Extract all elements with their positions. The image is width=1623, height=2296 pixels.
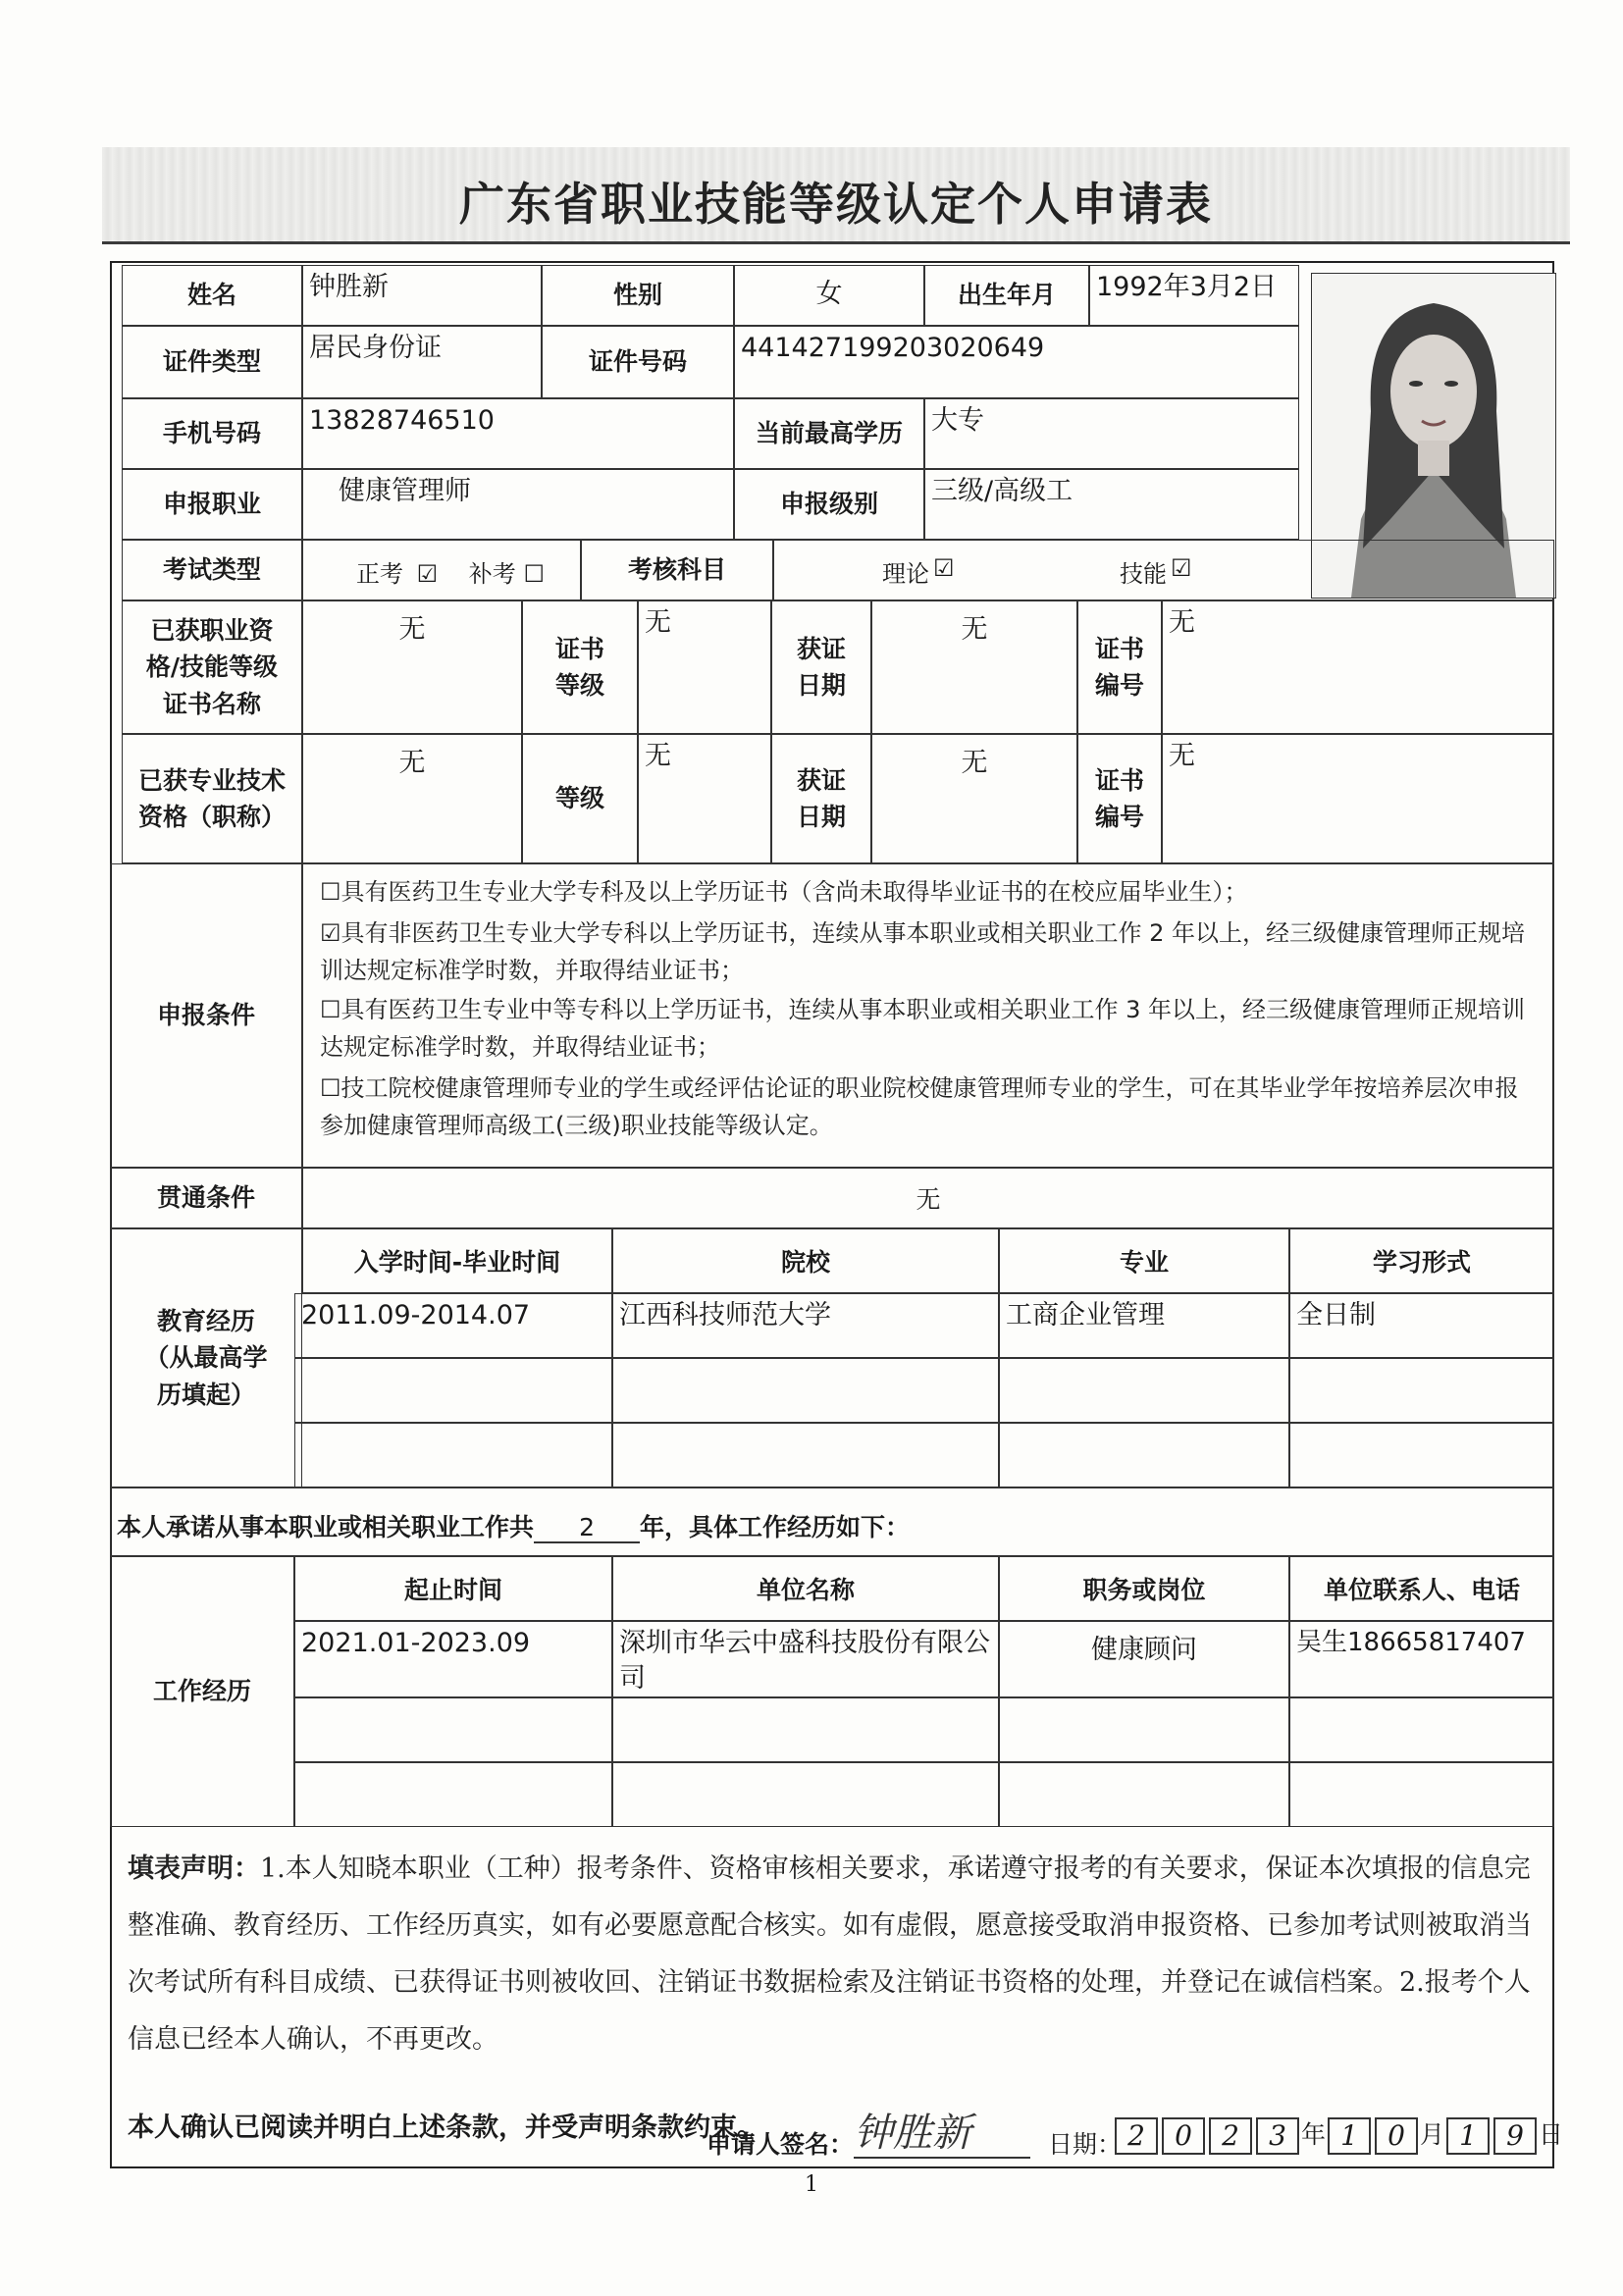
condition-item-4: ☐技工院校健康管理师专业的学生或经评估论证的职业院校健康管理师专业的学生，可在其毕业学年按培养层次申报参加健康管理师高级工(三级)职业技能等级认定。 [320, 1074, 1519, 1139]
declaration-heading: 填表声明： [128, 1853, 260, 1884]
table-cell [999, 1423, 1289, 1487]
form-title: 广东省职业技能等级认定个人申请表 [459, 178, 1213, 231]
title-number-label: 证书编号 [1077, 734, 1162, 863]
name-label: 姓名 [122, 265, 302, 326]
declaration-body: 1.本人知晓本职业（工种）报考条件、资格审核相关要求，承诺遵守报考的有关要求，保证本次填报的信息完整准确、教育经历、工作经历真实，如有必要愿意配合核实。如有虚假，愿意接受取消申报资格、已参加考试则被取消当次考试所有科目成绩、已获得证书则被收回、注销证书数据检索及注销证书资格的处理，并登记在诚信档案。2.报考个人信息已经本人确认，不再更改。 [128, 1853, 1532, 2055]
signature-line [707, 2098, 1564, 2166]
condition-checkbox-1[interactable]: ☐ [320, 878, 341, 906]
title-level-value: 无 [638, 734, 771, 863]
title-date-label: 获证日期 [771, 734, 871, 863]
table-cell [999, 1762, 1289, 1827]
table-cell [612, 1697, 999, 1762]
condition-item-1: ☐具有医药卫生专业大学专科及以上学历证书（含尚未取得毕业证书的在校应届毕业生）； [320, 878, 1248, 906]
table-cell [1289, 1358, 1554, 1423]
edu-header-period: 入学时间-毕业时间 [302, 1228, 612, 1293]
table-cell: 吴生18665817407 [1289, 1621, 1554, 1697]
page-number: 1 [805, 2172, 818, 2197]
cert-level-value: 无 [638, 600, 771, 734]
table-cell [1289, 1762, 1554, 1827]
sign-label: 申请人签名： [707, 2130, 855, 2159]
work-header-company: 单位名称 [612, 1556, 999, 1621]
exam-regular-text: 正考 [356, 560, 403, 588]
cert-date-label: 获证日期 [771, 600, 871, 734]
exam-type-label: 考试类型 [122, 540, 302, 600]
title-level-label: 等级 [522, 734, 638, 863]
applicant-signature: 钟胜新 [854, 2102, 1030, 2159]
id-no-value: 441427199203020649 [734, 326, 1299, 398]
work-label: 工作经历 [110, 1556, 294, 1827]
declaration-confirm: 本人确认已阅读并明白上述条款，并受声明条款约束。 [128, 2113, 763, 2143]
table-cell [612, 1762, 999, 1827]
id-type-value: 居民身份证 [302, 326, 542, 398]
birth-label: 出生年月 [924, 265, 1089, 326]
condition-checkbox-2[interactable]: ☑ [320, 919, 341, 947]
table-cell: 工商企业管理 [999, 1293, 1289, 1358]
skill-text: 技能 [1120, 560, 1167, 588]
subject-label: 考核科目 [581, 540, 773, 600]
birth-value: 1992年3月2日 [1089, 265, 1299, 326]
occupation-value: 健康管理师 [302, 469, 734, 540]
skill-checkbox[interactable]: ☑ [1171, 554, 1192, 582]
apply-level-label: 申报级别 [734, 469, 924, 540]
table-cell [999, 1697, 1289, 1762]
title-band [102, 147, 1570, 244]
edu-header-school: 院校 [612, 1228, 999, 1293]
work-commitment: 本人承诺从事本职业或相关职业工作共 2 年，具体工作经历如下： [110, 1487, 1554, 1556]
signature-date: 2 0 2 3 年 1 0 月 1 9 日 [1113, 2115, 1563, 2155]
phone-label: 手机号码 [122, 398, 302, 469]
education-label: 教育经历（从最高学历填起） [110, 1228, 302, 1487]
gender-label: 性别 [542, 265, 734, 326]
table-cell: 全日制 [1289, 1293, 1554, 1358]
phone-value: 13828746510 [302, 398, 734, 469]
cert-number-label: 证书编号 [1077, 600, 1162, 734]
cert-level-label: 证书等级 [522, 600, 638, 734]
table-cell [1289, 1697, 1554, 1762]
exam-regular-checkbox[interactable]: ☑ [416, 560, 439, 588]
condition-item-2: ☑具有非医药卫生专业大学专科以上学历证书，连续从事本职业或相关职业工作 2 年以上，经三级健康管理师正规培训达规定标准学时数，并取得结业证书； [320, 919, 1526, 984]
table-cell: 健康顾问 [999, 1621, 1289, 1697]
title-date-value: 无 [871, 734, 1077, 863]
table-cell [999, 1358, 1289, 1423]
exam-makeup-text: 补考 [468, 560, 516, 588]
professional-title-label: 已获专业技术资格（职称） [122, 734, 302, 863]
table-row [294, 1697, 612, 1762]
apply-level-value: 三级/高级工 [924, 469, 1299, 540]
cert-number-value: 无 [1162, 600, 1554, 734]
theory-checkbox[interactable]: ☑ [933, 554, 955, 582]
table-cell: 深圳市华云中盛科技股份有限公司 [612, 1621, 999, 1697]
occupation-label: 申报职业 [122, 469, 302, 540]
gender-value: 女 [734, 265, 924, 326]
professional-title-name: 无 [302, 734, 522, 863]
cert-date-value: 无 [871, 600, 1077, 734]
table-cell [1289, 1423, 1554, 1487]
table-row [294, 1423, 612, 1487]
through-condition-label: 贯通条件 [110, 1168, 302, 1228]
edu-header-major: 专业 [999, 1228, 1289, 1293]
qualification-cert-label: 已获职业资格/技能等级证书名称 [122, 600, 302, 734]
declaration-text [128, 1841, 1541, 2068]
table-row: 2021.01-2023.09 [294, 1621, 612, 1697]
work-header-position: 职务或岗位 [999, 1556, 1289, 1621]
exam-makeup-checkbox[interactable]: ☐ [523, 560, 545, 588]
table-cell [612, 1358, 999, 1423]
work-header-period: 起止时间 [294, 1556, 612, 1621]
table-cell [612, 1423, 999, 1487]
through-condition-value: 无 [302, 1168, 1554, 1228]
education-level-value: 大专 [924, 398, 1299, 469]
exam-type-options [302, 540, 581, 600]
edu-header-mode: 学习形式 [1289, 1228, 1554, 1293]
table-row: 2011.09-2014.07 [294, 1293, 612, 1358]
work-years: 2 [534, 1513, 640, 1543]
education-level-label: 当前最高学历 [734, 398, 924, 469]
subject-options [773, 540, 1554, 600]
condition-checkbox-3[interactable]: ☐ [320, 996, 341, 1023]
condition-item-3: ☐具有医药卫生专业中等专科以上学历证书，连续从事本职业或相关职业工作 3 年以上，经三级健康管理师正规培训达规定标准学时数，并取得结业证书； [320, 996, 1526, 1061]
id-no-label: 证件号码 [542, 326, 734, 398]
id-type-label: 证件类型 [122, 326, 302, 398]
qualification-cert-name: 无 [302, 600, 522, 734]
date-label: 日期： [1048, 2130, 1123, 2159]
conditions-label: 申报条件 [110, 863, 302, 1168]
theory-text: 理论 [882, 560, 929, 588]
table-cell: 江西科技师范大学 [612, 1293, 999, 1358]
title-number-value: 无 [1162, 734, 1554, 863]
name-value: 钟胜新 [302, 265, 542, 326]
table-row [294, 1358, 612, 1423]
table-row [294, 1762, 612, 1827]
condition-checkbox-4[interactable]: ☐ [320, 1074, 341, 1102]
work-header-contact: 单位联系人、电话 [1289, 1556, 1554, 1621]
